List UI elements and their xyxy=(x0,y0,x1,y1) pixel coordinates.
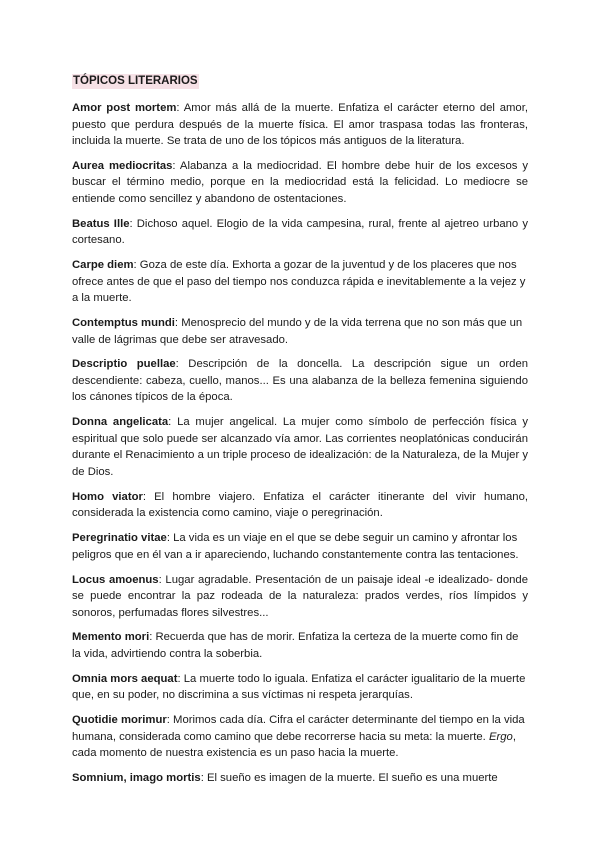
entry-term: Quotidie morimur xyxy=(72,714,167,727)
entry-separator: : xyxy=(175,358,179,371)
document-page xyxy=(72,71,528,795)
entry-separator: : xyxy=(166,532,170,545)
entry-peregrinatio-vitae xyxy=(72,530,528,563)
entry-descriptio-puellae xyxy=(72,356,528,406)
entry-carpe-diem xyxy=(72,257,528,307)
entry-separator: : xyxy=(176,102,180,114)
entry-term: Amor post mortem xyxy=(72,102,177,114)
entry-text: Recuerda que has de morir. Enfatiza la certeza de la muerte como fin de la vida, advirtiendo contra la soberbia. xyxy=(72,631,519,660)
entry-term: Somnium, imago mortis xyxy=(72,772,201,785)
entry-separator: : xyxy=(174,317,179,330)
entry-amor-post-mortem xyxy=(72,100,528,150)
entry-term: Contemptus mundi xyxy=(72,317,175,330)
entry-term: Aurea mediocritas xyxy=(72,159,173,172)
entry-term: Carpe diem xyxy=(72,259,134,272)
entry-separator: : xyxy=(149,631,153,644)
entry-term: Descriptio puellae xyxy=(72,358,176,371)
entry-term: Locus amoenus xyxy=(72,573,159,586)
entry-term: Beatus Ille xyxy=(72,217,130,230)
entry-separator: : xyxy=(129,217,133,230)
entry-text: Menosprecio del mundo y de la vida terrena que no son más que un valle de lágrimas que debe ser atravesado. xyxy=(72,317,523,346)
entry-term: Peregrinatio vitae xyxy=(72,532,167,545)
entry-separator: : xyxy=(166,714,170,727)
entry-separator: : xyxy=(172,159,176,172)
entry-separator: : xyxy=(142,490,147,503)
entry-separator: : xyxy=(168,416,172,429)
entry-text: Alabanza a la mediocridad. El hombre debe huir de los excesos y buscar el término medio, porque en la mediocridad está la felicidad. Lo mediocre se entiende como sencillez y abandono de ostentaciones. xyxy=(72,159,528,205)
entry-text-after: , cada momento de nuestra existencia es un paso hacia la muerte. xyxy=(72,730,516,760)
entry-separator: : xyxy=(158,573,162,586)
entry-text: Amor más allá de la muerte. Enfatiza el carácter eterno del amor, puesto que perdura después de la muerte física. El amor traspasa todas las fronteras, incluida la muerte. Se trata de uno de los tópicos más antiguos de la literatura. xyxy=(72,102,528,147)
document-title: TÓPICOS LITERARIOS xyxy=(73,75,198,87)
entry-separator: : xyxy=(177,672,181,685)
entry-term: Memento mori xyxy=(72,631,150,644)
entry-locus-amoenus xyxy=(72,572,528,622)
entry-text: La mujer angelical. La mujer como símbolo de perfección física y espiritual que solo puede ser alcanzado vía amor. Las corrientes neoplatónicas conducirán durante el Renacimiento a un triple proceso de idealización: de la Naturaleza, de la Mujer y de Dios. xyxy=(72,416,528,478)
entry-memento-mori xyxy=(72,629,528,662)
entry-text: Descripción de la doncella. La descripción sigue un orden descendiente: cabeza, cuello, manos... Es una alabanza de la belleza femenina siguiendo los cánones típicos de la época. xyxy=(72,358,529,404)
entry-separator: : xyxy=(133,259,137,272)
entry-term: Homo viator xyxy=(72,490,143,503)
entry-beatus-ille xyxy=(72,216,528,249)
entry-term: Omnia mors aequat xyxy=(72,672,178,685)
entry-separator: : xyxy=(200,772,204,785)
entry-text: El hombre viajero. Enfatiza el carácter itinerante del vivir humano, considerada la existencia como camino, viaje o peregrinación. xyxy=(72,490,528,520)
entry-aurea-mediocritas xyxy=(72,158,528,208)
entry-donna-angelicata xyxy=(72,414,528,480)
entry-text: El sueño es imagen de la muerte. El sueño es una muerte xyxy=(203,772,498,785)
entry-quotidie-morimur xyxy=(72,712,528,762)
entry-text: La muerte todo lo iguala. Enfatiza el carácter igualitario de la muerte que, en su poder, no discrimina a sus víctimas ni respeta jerarquías. xyxy=(72,672,526,702)
entry-contemptus-mundi xyxy=(72,315,528,348)
entry-text: Lugar agradable. Presentación de un paisaje ideal -e idealizado- donde se puede encontrar la paz rodeada de la naturaleza: prados verdes, ríos límpidos y sonoros, perfumadas flores silvestres... xyxy=(72,573,528,619)
entry-text: La vida es un viaje en el que se debe seguir un camino y afrontar los peligros que en él van a ir apareciendo, luchando constantemente contra las tentaciones. xyxy=(72,532,519,561)
entry-text: Dichoso aquel. Elogio de la vida campesina, rural, frente al ajetreo urbano y cortesano. xyxy=(72,217,528,247)
entry-text: Morimos cada día. Cifra el carácter determinante del tiempo en la vida humana, considerada como camino que debe recorrerse hacia su meta: la muerte. xyxy=(72,714,525,743)
entry-text-italic: Ergo xyxy=(488,730,513,743)
entry-omnia-mors-aequat xyxy=(72,671,528,704)
entry-text: Goza de este día. Exhorta a gozar de la juventud y de los placeres que nos ofrece antes de que el paso del tiempo nos conduzca rápida e inevitablemente a la vejez y a la muerte. xyxy=(72,259,526,305)
entry-homo-viator xyxy=(72,489,528,522)
entry-somnium-imago-mortis xyxy=(72,770,528,787)
entry-term: Donna angelicata xyxy=(72,416,169,429)
